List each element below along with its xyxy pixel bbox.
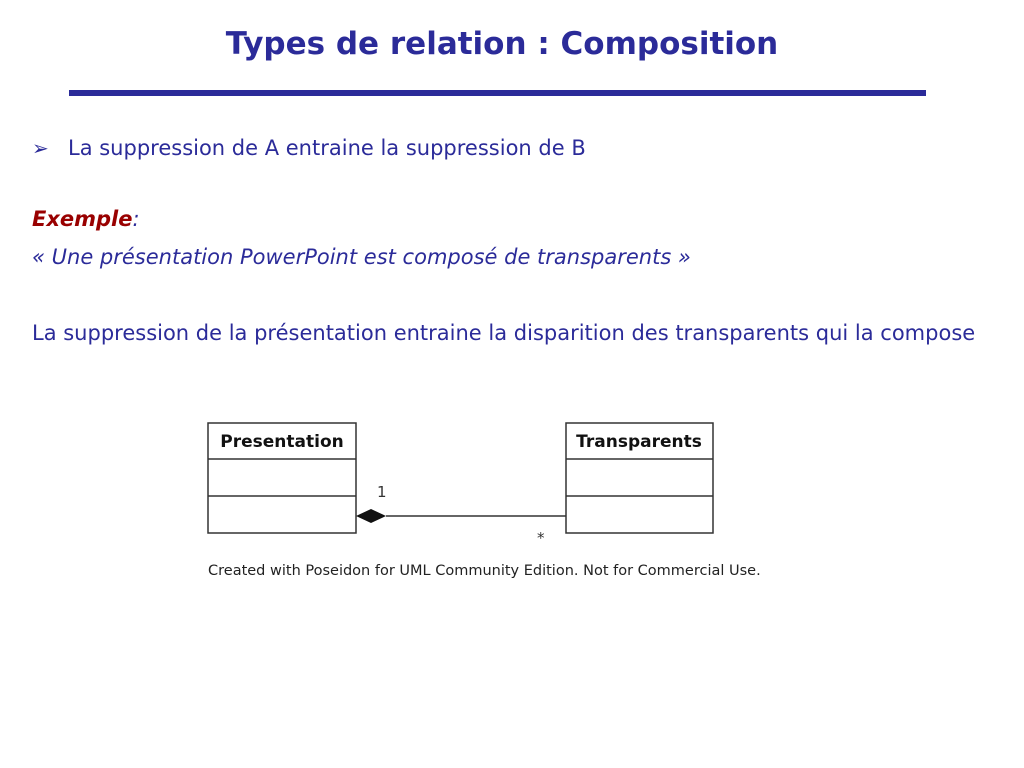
arrow-bullet-icon: ➢ (32, 136, 49, 160)
bullet-text: La suppression de A entraine la suppression de B (68, 136, 586, 160)
example-heading (32, 207, 140, 231)
class-presentation (208, 423, 356, 533)
multiplicity-transparents: * (537, 529, 545, 547)
filled-diamond-icon (356, 509, 386, 523)
uml-class-diagram (200, 415, 840, 595)
example-colon: : (132, 207, 140, 231)
class-presentation-name: Presentation (220, 432, 344, 452)
class-transparents (566, 423, 713, 533)
example-label: Exemple (32, 207, 133, 231)
bullet-item (32, 136, 586, 160)
multiplicity-presentation: 1 (377, 483, 387, 501)
composition-association (356, 483, 566, 547)
page-title: Types de relation : Composition (225, 26, 779, 62)
example-quote: « Une présentation PowerPoint est composé de transparents » (32, 245, 691, 269)
explanation-paragraph: La suppression de la présentation entraine la disparition des transparents qui la compose (32, 321, 976, 345)
diagram-watermark-text: Created with Poseidon for UML Community Edition. Not for Commercial Use. (208, 563, 761, 579)
title-underline (69, 90, 926, 96)
class-transparents-name: Transparents (576, 432, 702, 452)
